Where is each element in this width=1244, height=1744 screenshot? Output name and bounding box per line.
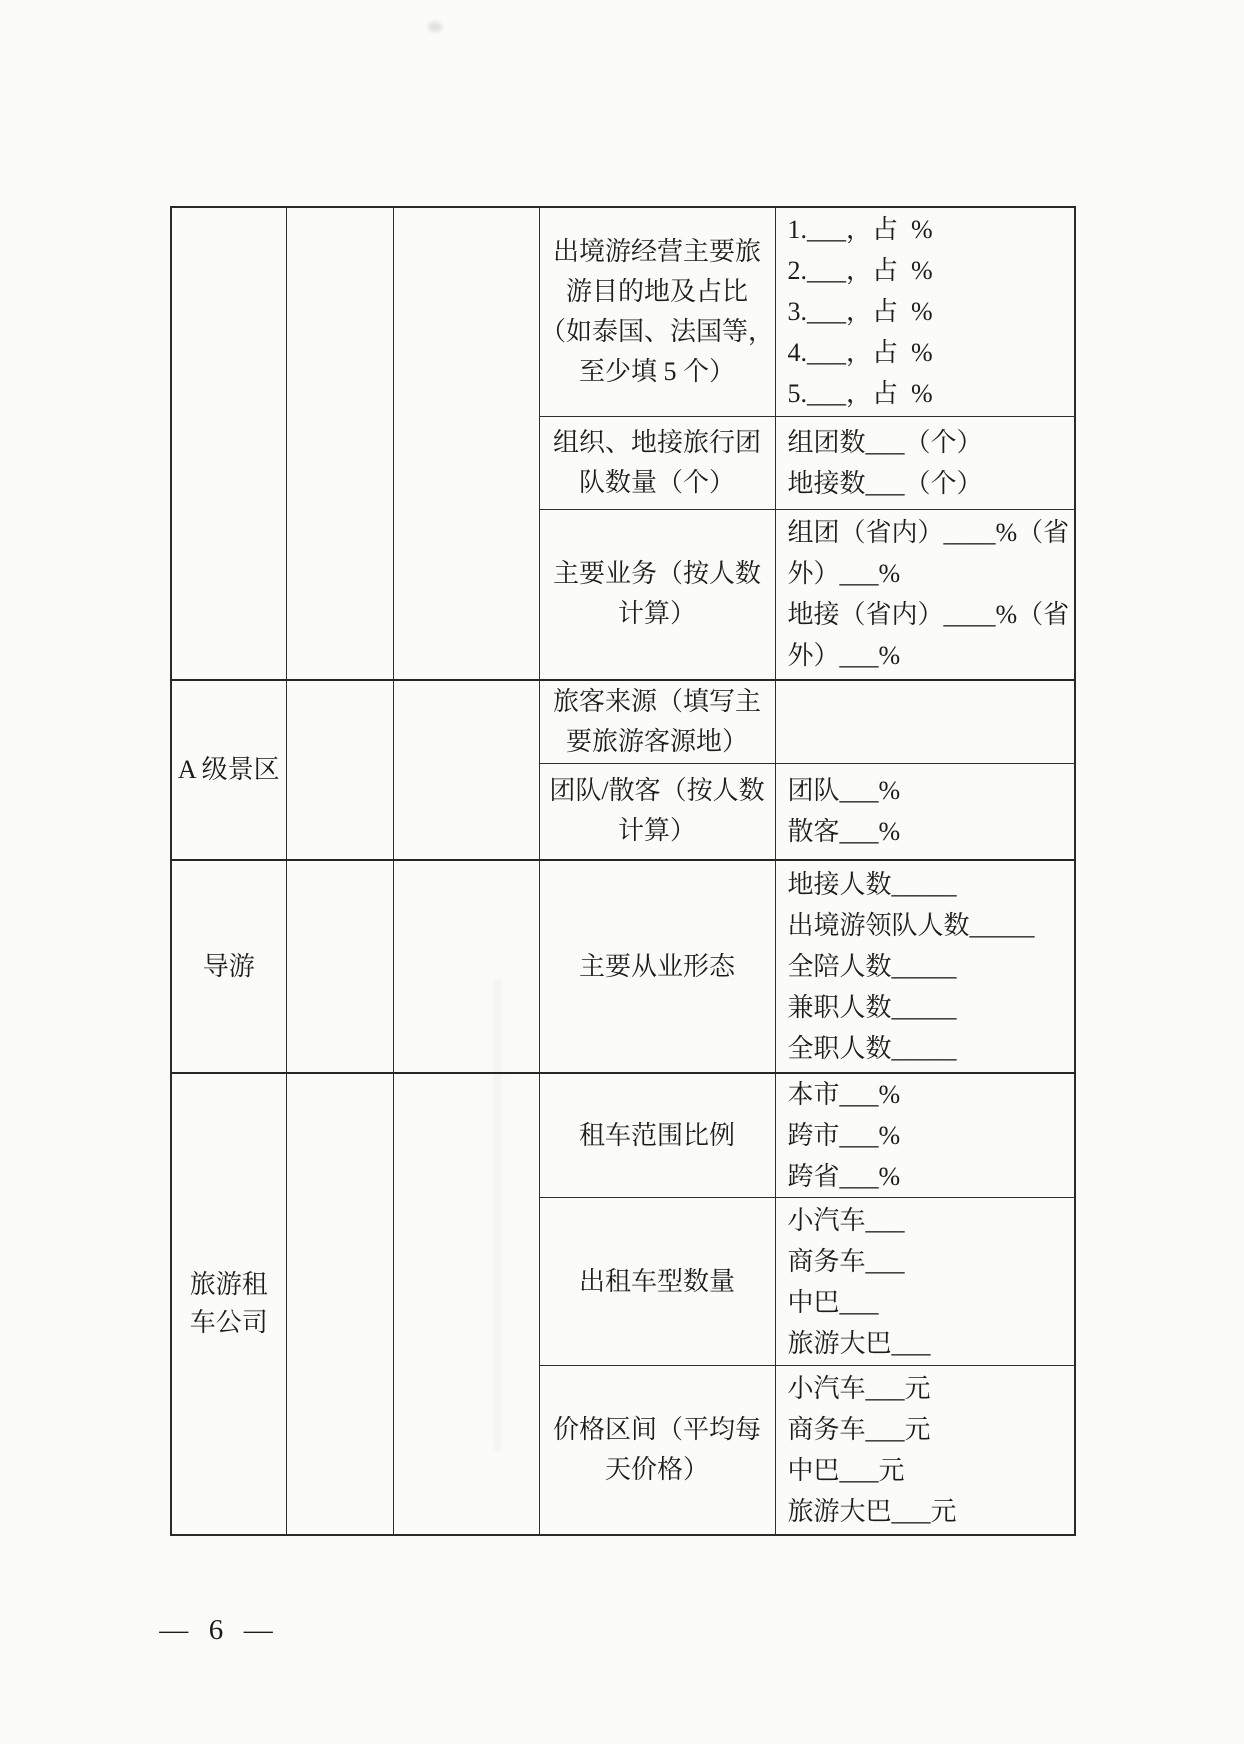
answer-blank-line: 小汽车___ — [787, 1205, 905, 1235]
answer-cell-rental-range-ratio — [775, 1073, 1075, 1198]
answer-cell-employment-form — [775, 860, 1075, 1073]
answer-blank-line: 组团数___（个） — [787, 427, 983, 457]
answer-blank-line: 旅游大巴___元 — [787, 1496, 957, 1526]
empty-cell — [393, 1073, 539, 1535]
question-line: 天价格） — [604, 1454, 709, 1484]
answer-blank-line: 地接人数_____ — [787, 870, 957, 899]
answer-cell-vehicle-type-counts — [775, 1198, 1075, 1366]
section-label-cell-car-rental-company — [171, 1073, 286, 1535]
question-line: 队数量（个） — [578, 467, 735, 497]
empty-cell — [393, 680, 539, 860]
empty-cell — [393, 207, 539, 680]
answer-cell-visitor-origin — [775, 680, 1075, 763]
answer-cell-group-vs-individual — [775, 763, 1075, 860]
answer-blank-line: 组团（省内）____%（省 — [787, 518, 1070, 548]
section-label-line: 车公司 — [189, 1307, 268, 1337]
answer-blank-line: 出境游领队人数_____ — [787, 911, 1035, 940]
answer-blank-line: 跨省___% — [787, 1162, 901, 1191]
empty-cell — [286, 680, 393, 860]
answer-blank-line: 中巴___ — [787, 1287, 879, 1317]
answer-cell-outbound-destinations — [775, 207, 1075, 416]
answer-blank-line: 外）___% — [787, 559, 901, 589]
question-line: 出租车型数量 — [578, 1266, 735, 1296]
question-cell-main-business — [539, 509, 775, 680]
answer-blank-line: 地接（省内）____%（省 — [787, 600, 1070, 630]
question-cell-group-vs-individual — [539, 763, 775, 860]
survey-form-table — [170, 206, 1076, 1536]
answer-blank-line: 跨市___% — [787, 1121, 901, 1150]
question-line: 至少填 5 个） — [578, 356, 735, 386]
answer-blank-line: 散客___% — [787, 817, 901, 847]
question-cell-vehicle-type-counts — [539, 1198, 775, 1366]
question-line: 主要业务（按人数 — [552, 559, 761, 589]
question-line: 主要从业形态 — [578, 951, 735, 981]
question-line: 计算） — [617, 816, 696, 846]
question-cell-rental-range-ratio — [539, 1073, 775, 1198]
answer-blank-line: 团队___% — [787, 776, 901, 806]
answer-blank-line: 地接数___（个） — [787, 468, 983, 498]
answer-blank-line: 本市___% — [787, 1080, 901, 1109]
answer-blank-line: 旅游大巴___ — [787, 1328, 931, 1358]
question-line: 计算） — [617, 599, 696, 629]
section-label-cell-a-level-scenic-area — [171, 680, 286, 860]
question-cell-visitor-origin — [539, 680, 775, 763]
answer-blank-line: 外）___% — [787, 641, 901, 671]
answer-blank-line: 2.___，占 % — [787, 256, 933, 286]
question-line: 价格区间（平均每 — [552, 1414, 761, 1444]
section-label-line: 旅游租 — [189, 1269, 268, 1299]
question-line: 组织、地接旅行团 — [552, 427, 761, 457]
empty-cell — [286, 860, 393, 1073]
answer-blank-line: 中巴___元 — [787, 1455, 905, 1485]
answer-cell-price-range — [775, 1366, 1075, 1535]
answer-blank-line: 兼职人数_____ — [787, 993, 957, 1022]
page-number: — 6 — — [159, 1614, 275, 1646]
answer-blank-line: 5.___，占 % — [787, 379, 933, 409]
empty-cell — [286, 207, 393, 680]
question-line: 要旅游客源地） — [565, 726, 748, 756]
answer-blank-line: 4.___，占 % — [787, 338, 933, 368]
empty-cell — [393, 860, 539, 1073]
question-line: 租车范围比例 — [578, 1120, 735, 1150]
scan-smudge — [428, 22, 442, 32]
question-cell-outbound-destinations — [539, 207, 775, 416]
question-cell-employment-form — [539, 860, 775, 1073]
question-line: 团队/散客（按人数 — [549, 776, 765, 806]
answer-blank-line: 1.___，占 % — [787, 215, 933, 245]
question-cell-group-counts — [539, 416, 775, 509]
answer-blank-line: 商务车___元 — [787, 1414, 931, 1444]
question-line: 出境游经营主要旅 — [552, 236, 761, 266]
answer-blank-line: 全陪人数_____ — [787, 952, 957, 981]
question-cell-price-range — [539, 1366, 775, 1535]
answer-blank-line: 小汽车___元 — [787, 1373, 931, 1403]
empty-cell — [286, 1073, 393, 1535]
answer-blank-line: 商务车___ — [787, 1246, 905, 1276]
question-line: （如泰国、法国等， — [539, 316, 774, 346]
answer-blank-line: 3.___，占 % — [787, 297, 933, 327]
answer-blank-line: 全职人数_____ — [787, 1034, 957, 1063]
section-label-cell-tour-guide — [171, 860, 286, 1073]
question-line: 游目的地及占比 — [565, 276, 748, 306]
section-label-line: A 级景区 — [177, 755, 280, 784]
section-label-line: 导游 — [202, 951, 255, 981]
question-line: 旅客来源（填写主 — [552, 686, 761, 716]
section-label-cell — [171, 207, 286, 680]
answer-cell-group-counts — [775, 416, 1075, 509]
answer-cell-main-business — [775, 509, 1075, 680]
